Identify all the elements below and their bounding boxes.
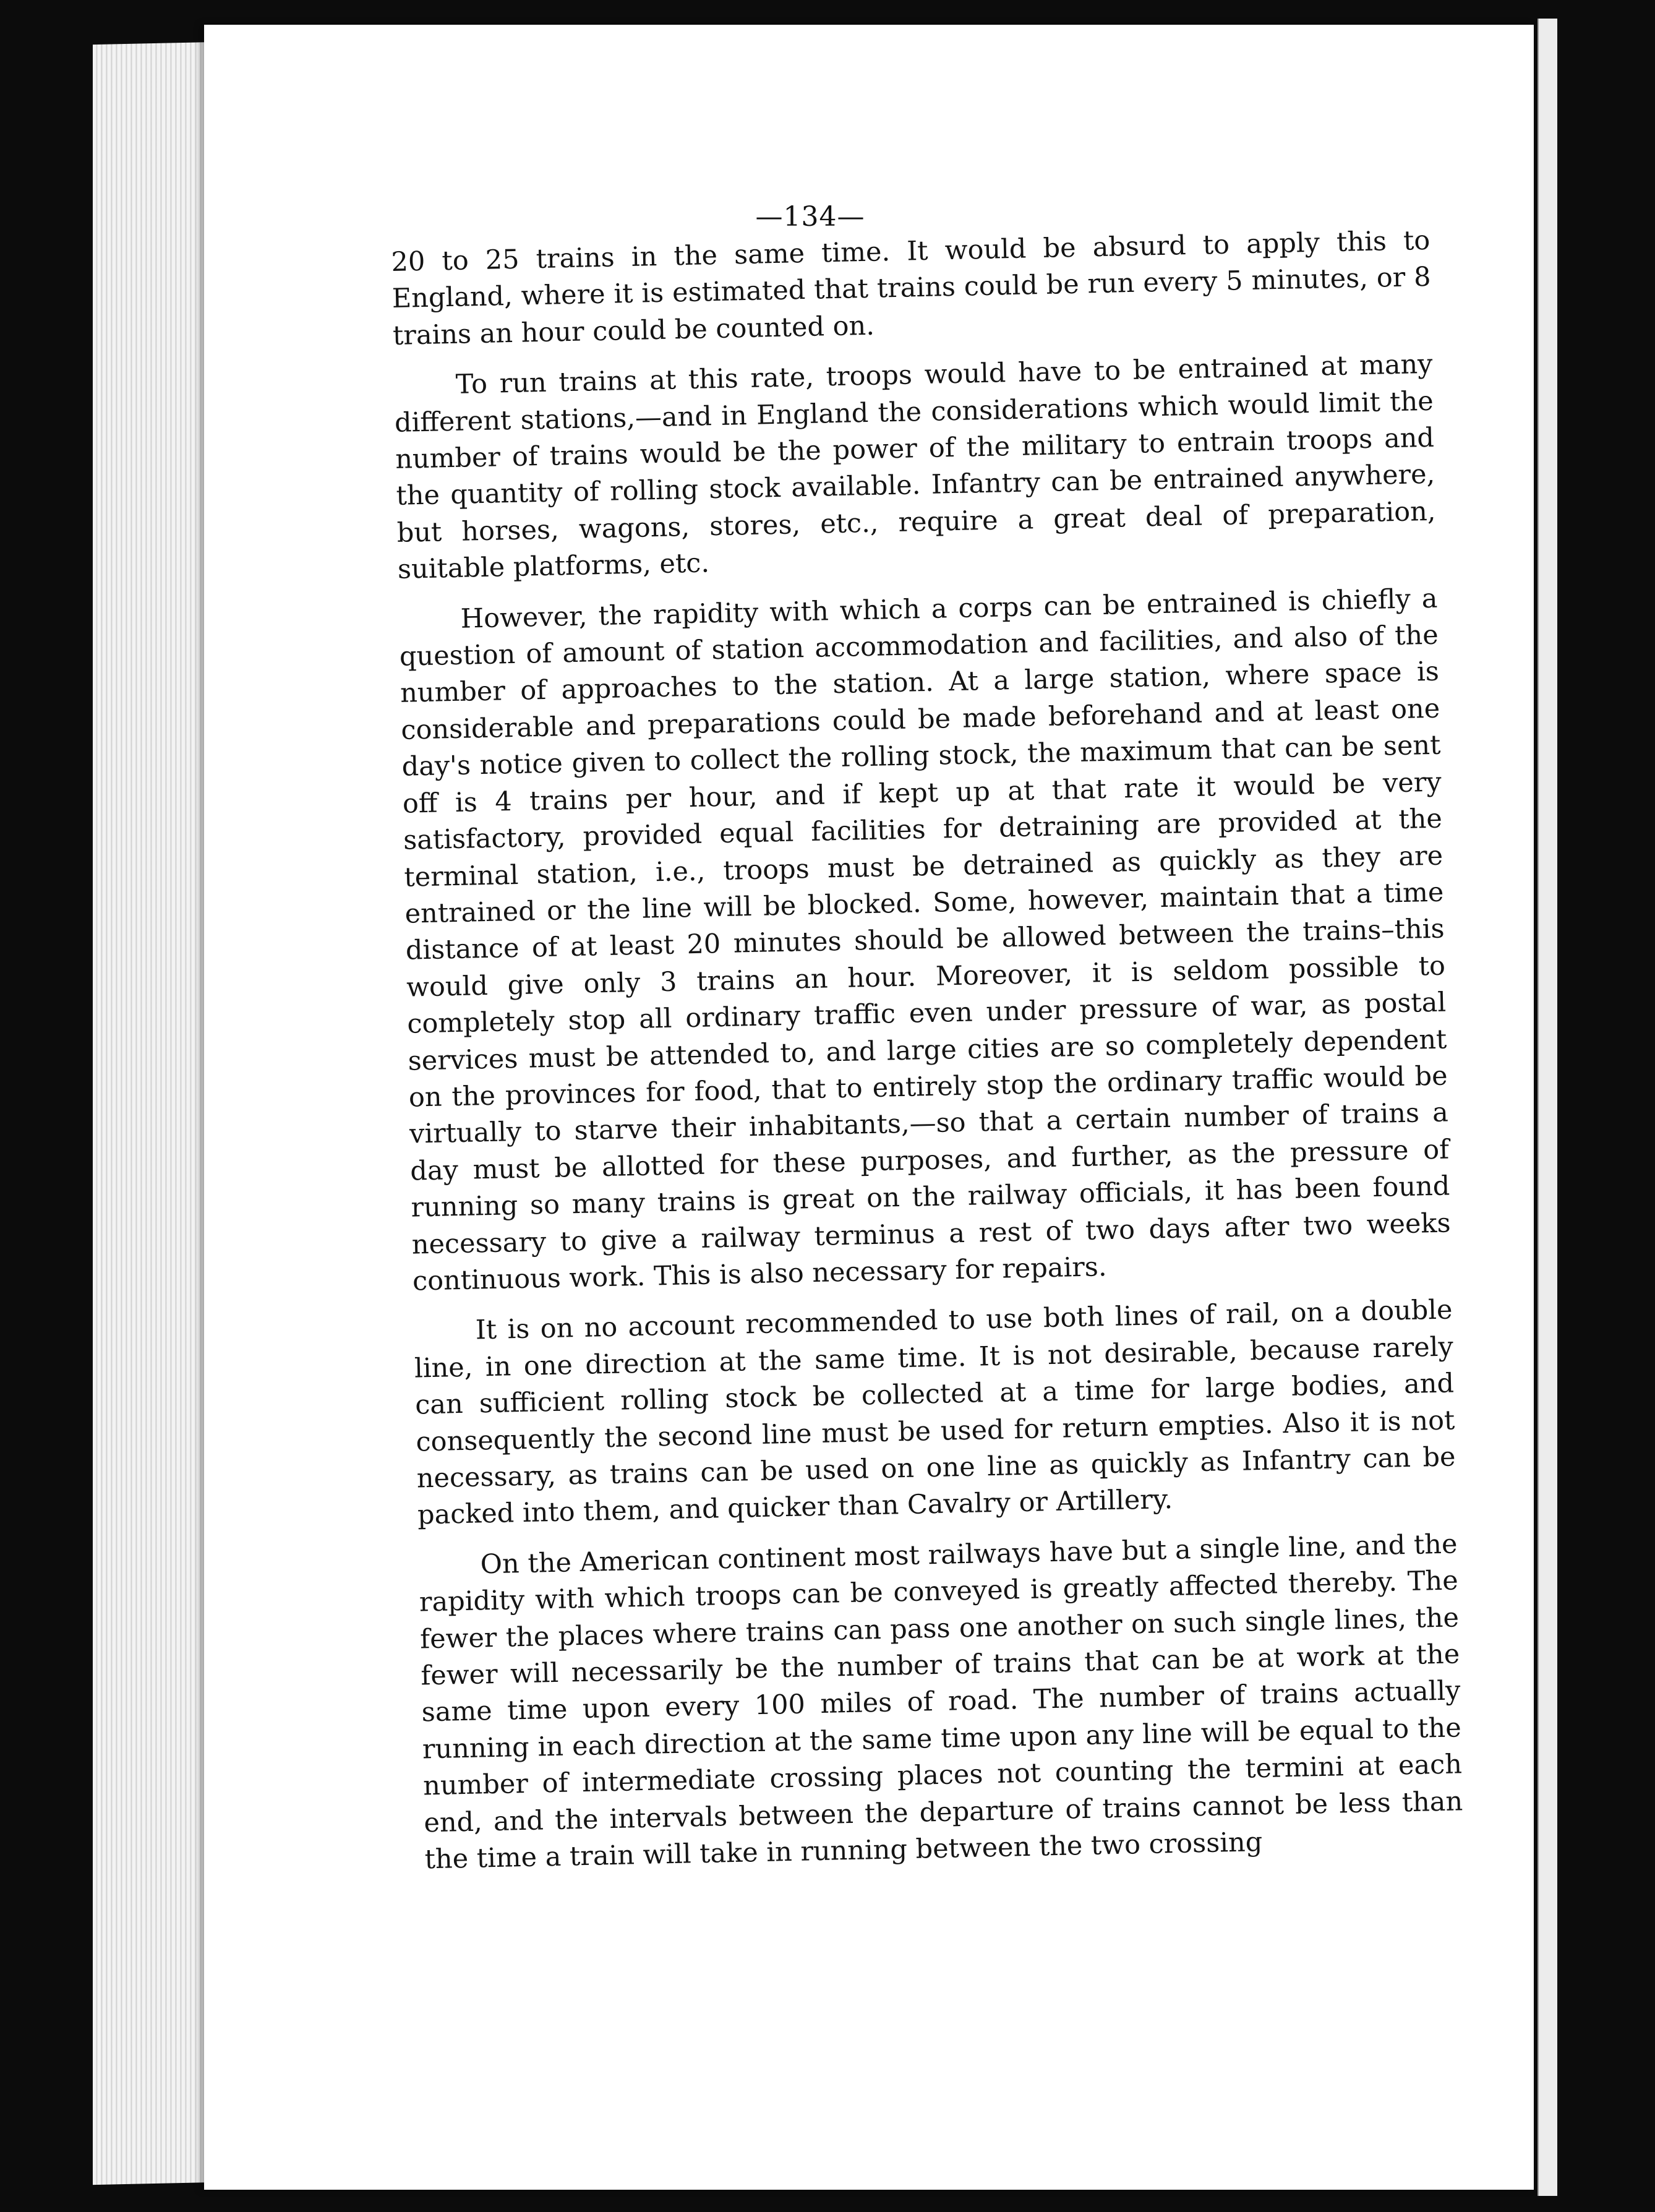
paragraph-1: 20 to 25 trains in the same time. It would be absurd to apply this to England, where it is estimated that trains could be run every 5 minutes, or 8 trains an hour could be counted on. bbox=[391, 225, 1432, 351]
paragraph-5: On the American continent most railways have but a single line, and the rapidity with which troops can be conveyed is greatly affected thereby. The fewer the places where trains can pass one another on such single lines, the fewer will necessarily be the number of trains that can be at work at the same time upon every 100 miles of road. The number of trains actually running in each direction at the same time upon any line will be equal to the number of intermediate crossing places not counting the termini at each end, and the intervals between the departure of trains cannot be less than the time a train will take in running between the two crossing bbox=[419, 1528, 1463, 1875]
paragraph-3: However, the rapidity with which a corps can be entrained is chiefly a question of amount of station accommodation and facilities, and also of the number of approaches to the station. At a large station, where space is considerable and preparations could be made beforehand and at least one day's notice given to collect the rolling stock, the maximum that can be sent off is 4 trains per hour, and if kept up at that rate it would be very satisfactory, provided equal facilities for detraining are provided at the terminal station, i.e., troops must be detrained as quickly as they are entrained or the line will be blocked. Some, however, maintain that a time distance of at least 20 minutes should be allowed between the trains–this would give only 3 trains an hour. Moreover, it is seldom possible to completely stop all ordinary traffic even under pressure of war, as postal services must be attended to, and large cities are so completely dependent on the provinces for food, that to entirely stop the ordinary traffic would be virtually to starve their inhabitants,—so that a certain number of trains a day must be allotted for these purposes, and further, as the pressure of running so many trains is great on the railway officials, it has been found necessary to give a railway terminus a rest of two days after two weeks continuous work. This is also necessary for repairs. bbox=[399, 583, 1452, 1297]
facing-page-edge bbox=[1537, 19, 1557, 2196]
page-text bbox=[391, 223, 1464, 1879]
page-edges bbox=[93, 42, 216, 2185]
paragraph-2: To run trains at this rate, troops would have to be entrained at many different stations,—and in England the considerations which would limit the number of trains would be the power of the military to entrain troops and the quantity of rolling stock available. Infantry can be entrained anywhere, but horses, wagons, stores, etc., require a great deal of preparation, suitable platforms, etc. bbox=[394, 348, 1436, 586]
page-number: —134— bbox=[755, 201, 865, 233]
paragraph-4: It is on no account recommended to use both lines of rail, on a double line, in one direction at the same time. It is not desirable, because rarely can sufficient rolling stock be collected at a time for large bodies, and consequently the second line must be used for return empties. Also it is not necessary, as trains can be used on one line as quickly as Infantry can be packed into them, and quicker than Cavalry or Artillery. bbox=[414, 1294, 1456, 1531]
